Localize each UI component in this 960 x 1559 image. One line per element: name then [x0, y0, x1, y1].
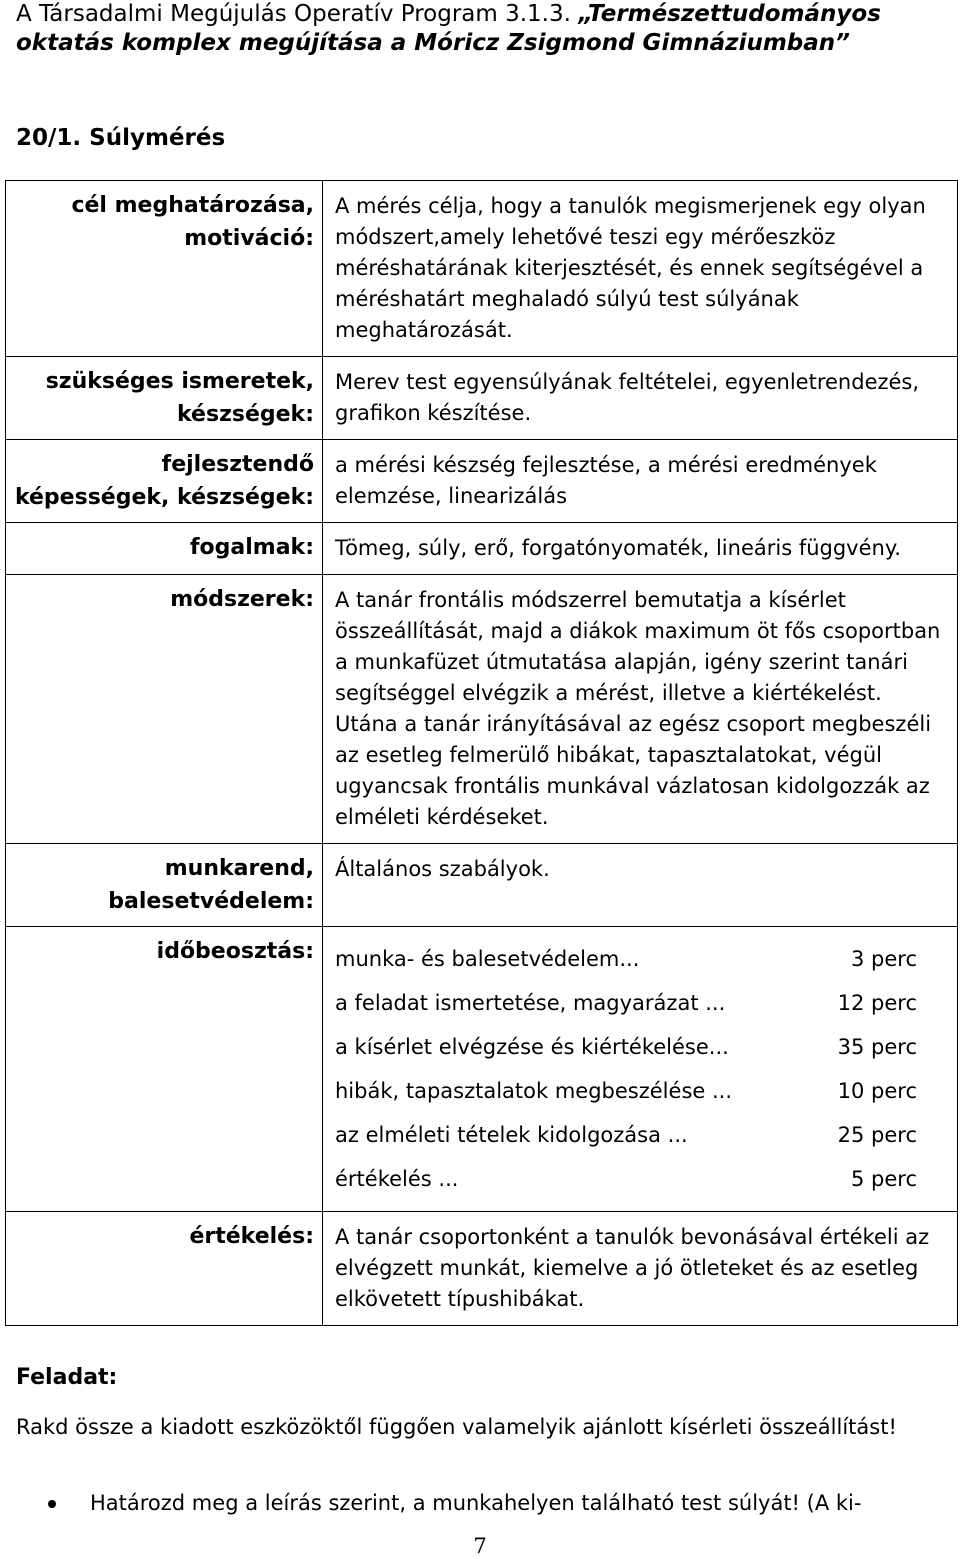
schedule-task: a feladat ismertetése, magyarázat ...	[335, 991, 726, 1015]
value-ertekeles: A tanár csoportonként a tanulók bevonásával értékeli az elvégzett munkát, kiemelve a jó ötleteket és az esetleg elkövetett típushibákat.	[323, 1212, 958, 1326]
bullet-icon	[48, 1500, 56, 1508]
label-modszerek: módszerek:	[6, 575, 323, 844]
row-ismeretek	[6, 357, 958, 440]
label-ismeretek: szükséges ismeretek, készségek:	[6, 357, 323, 440]
value-fogalmak: Tömeg, súly, erő, forgatónyomaték, lineáris függvény.	[323, 523, 958, 575]
schedule-item	[335, 937, 917, 981]
schedule-minutes: 35 perc	[837, 1035, 917, 1059]
task-heading: Feladat:	[16, 1365, 118, 1390]
schedule-task: az elméleti tételek kidolgozása ...	[335, 1123, 688, 1147]
value-ismeretek: Merev test egyensúlyának feltételei, egyenletrendezés, grafikon készítése.	[323, 357, 958, 440]
lesson-plan-table	[5, 180, 958, 1326]
value-kepessegek: a mérési készség fejlesztése, a mérési eredmények elemzése, linearizálás	[323, 440, 958, 523]
header-program: A Társadalmi Megújulás Operatív Program 3.1.3.	[16, 1, 579, 27]
value-cel: A mérés célja, hogy a tanulók megismerjenek egy olyan módszert,amely lehetővé teszi egy mérőeszköz méréshatárának kiterjesztését, és ennek segítségével a méréshatárt meghaladó súlyú test súlyának meghatározását.	[323, 181, 958, 357]
row-kepessegek	[6, 440, 958, 523]
label-munkarend: munkarend, balesetvédelem:	[6, 844, 323, 927]
page-number: 7	[473, 1534, 487, 1558]
label-fogalmak: fogalmak:	[6, 523, 323, 575]
value-modszerek: A tanár frontális módszerrel bemutatja a kísérlet összeállítását, majd a diákok maximum öt fős csoportban a munkafüzet útmutatása alapján, igény szerint tanári segítséggel elvégzik a mérést, illetve a kiértékelést. Utána a tanár irányításával az egész csoport megbeszéli az esetleg felmerülő hibákat, tapasztalatokat, végül ugyancsak frontális munkával vázlatosan kidolgozzák az elméleti kérdéseket.	[323, 575, 958, 844]
header-project-title: „Természettudományos oktatás komplex megújítása a Móricz Zsigmond Gimnáziumban”	[16, 1, 881, 56]
schedule-item	[335, 1157, 917, 1201]
schedule-item	[335, 1025, 917, 1069]
label-idobeosztas: időbeosztás:	[6, 927, 323, 1212]
row-cel	[6, 181, 958, 357]
schedule-minutes: 12 perc	[837, 991, 917, 1015]
schedule-item	[335, 1069, 917, 1113]
schedule-list	[335, 937, 943, 1201]
value-munkarend: Általános szabályok.	[323, 844, 958, 927]
schedule-task: értékelés ...	[335, 1167, 459, 1191]
row-modszerek	[6, 575, 958, 844]
row-fogalmak	[6, 523, 958, 575]
schedule-item	[335, 1113, 917, 1157]
row-munkarend	[6, 844, 958, 927]
label-ertekeles: értékelés:	[6, 1212, 323, 1326]
row-ertekeles	[6, 1212, 958, 1326]
schedule-minutes: 5 perc	[850, 1167, 917, 1191]
schedule-task: munka- és balesetvédelem...	[335, 947, 640, 971]
schedule-item	[335, 981, 917, 1025]
task-bullet-item	[48, 1488, 956, 1519]
task-bullet-text: Határozd meg a leírás szerint, a munkahelyen található test súlyát! (A ki-	[90, 1491, 862, 1515]
row-idobeosztas	[6, 927, 958, 1212]
section-title: 20/1. Súlymérés	[16, 125, 226, 151]
task-text: Rakd össze a kiadott eszközöktől függően valamelyik ajánlott kísérleti összeállítást!	[16, 1415, 897, 1439]
label-kepessegek: fejlesztendő képességek, készségek:	[6, 440, 323, 523]
label-cel: cél meghatározása, motiváció:	[6, 181, 323, 357]
schedule-minutes: 25 perc	[837, 1123, 917, 1147]
schedule-minutes: 3 perc	[850, 947, 917, 971]
value-idobeosztas	[323, 927, 958, 1212]
schedule-task: hibák, tapasztalatok megbeszélése ...	[335, 1079, 733, 1103]
schedule-minutes: 10 perc	[837, 1079, 917, 1103]
document-header	[16, 0, 946, 58]
schedule-task: a kísérlet elvégzése és kiértékelése...	[335, 1035, 729, 1059]
